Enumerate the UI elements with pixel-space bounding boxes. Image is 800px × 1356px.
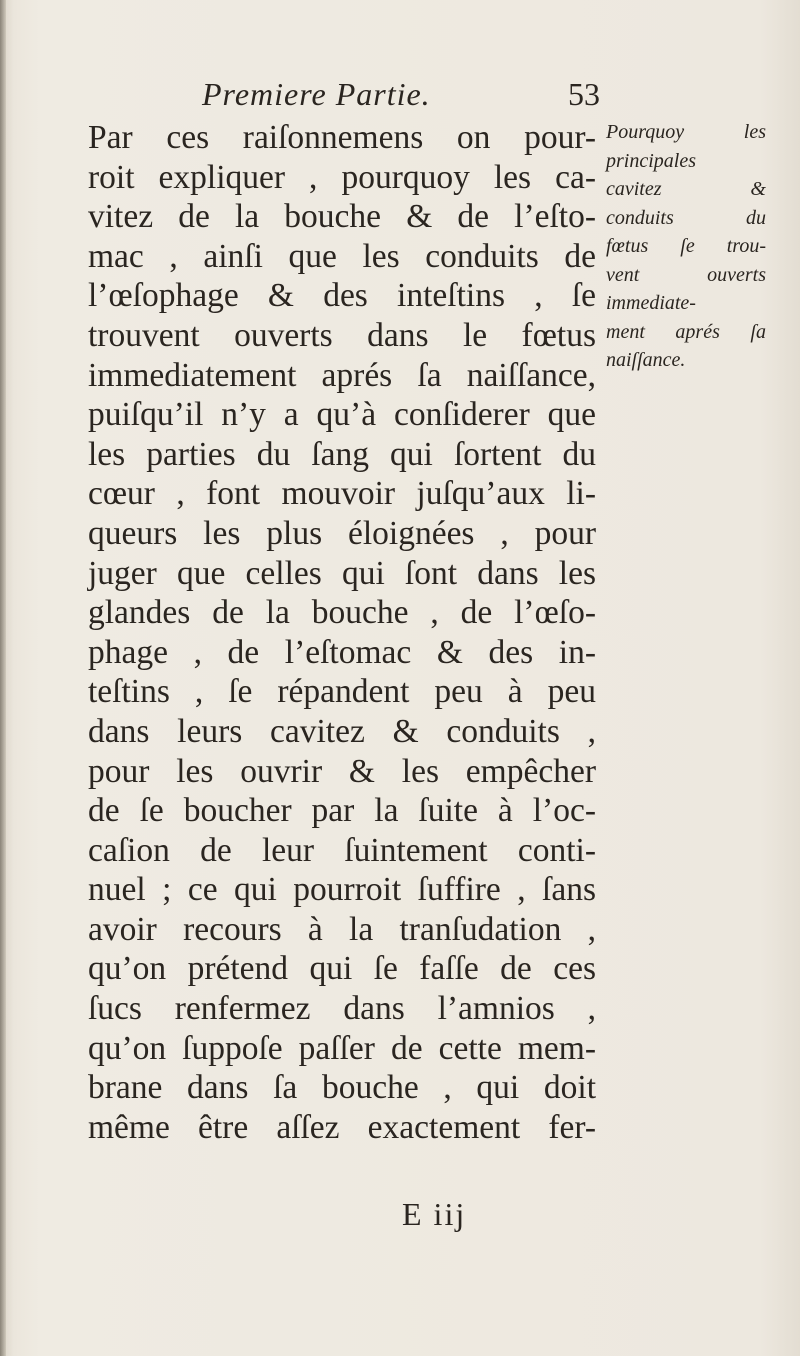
- text-line: dans leurs cavitez & conduits ,: [88, 712, 596, 750]
- text-line: juger que celles qui ſont dans les: [88, 554, 596, 592]
- text-line: Par ces raiſonnemens on pour-: [88, 119, 596, 156]
- text-line: l’œſophage & des inteſtins , ſe: [88, 277, 596, 315]
- page-number: 53: [568, 76, 600, 112]
- text-line: qu’on ſuppoſe paſſer de cette mem-: [88, 1029, 596, 1067]
- margin-note-line: immediate-: [606, 292, 696, 314]
- margin-note-line: naiſſance.: [606, 349, 686, 371]
- margin-note-line: vent ouverts: [606, 263, 766, 286]
- signature-mark: E iij: [402, 1196, 467, 1232]
- margin-note-line: conduits du: [606, 206, 766, 229]
- margin-note-line: ment aprés ſa: [606, 320, 766, 343]
- text-line: cœur , font mouvoir juſqu’aux li-: [88, 475, 596, 513]
- text-line: ſucs renfermez dans l’amnios ,: [88, 990, 596, 1028]
- text-line: même être aſſez exactement fer-: [88, 1108, 596, 1146]
- text-line: teſtins , ſe répandent peu à peu: [88, 673, 596, 711]
- margin-note-line: cavitez &: [606, 178, 766, 200]
- text-line: les parties du ſang qui ſortent du: [88, 435, 596, 473]
- text-line: nuel ; ce qui pourroit ſuffire , ſans: [88, 871, 596, 909]
- text-line: queurs les plus éloignées , pour: [88, 514, 596, 552]
- text-line: vitez de la bouche & de l’eſto-: [88, 198, 596, 236]
- text-line: pour les ouvrir & les empêcher: [88, 752, 596, 790]
- margin-note-line: principales: [606, 149, 696, 172]
- text-line: de ſe boucher par la ſuite à l’oc-: [88, 792, 596, 830]
- text-line: roit expliquer , pourquoy les ca-: [88, 158, 596, 196]
- text-line: brane dans ſa bouche , qui doit: [88, 1069, 596, 1107]
- text-line: caſion de leur ſuintement conti-: [88, 831, 596, 869]
- margin-note: [606, 118, 766, 375]
- margin-note-line: fœtus ſe trou-: [606, 235, 766, 257]
- body-text: [88, 118, 596, 1147]
- text-line: qu’on prétend qui ſe faſſe de ces: [88, 950, 596, 988]
- text-line: avoir recours à la tranſudation ,: [88, 910, 596, 948]
- text-line: trouvent ouverts dans le fœtus: [88, 316, 596, 354]
- text-line: puiſqu’il n’y a qu’à conſiderer que: [88, 396, 596, 434]
- text-line: phage , de l’eſtomac & des in-: [88, 633, 596, 671]
- margin-note-line: Pourquoy les: [606, 121, 766, 143]
- text-line: immediatement aprés ſa naiſſance,: [88, 356, 596, 394]
- running-title: Premiere Partie.: [202, 76, 431, 112]
- binding-edge: [0, 0, 6, 1356]
- page-header: [90, 72, 600, 122]
- text-line: mac , ainſi que les conduits de: [88, 237, 596, 275]
- text-line: glandes de la bouche , de l’œſo-: [88, 594, 596, 632]
